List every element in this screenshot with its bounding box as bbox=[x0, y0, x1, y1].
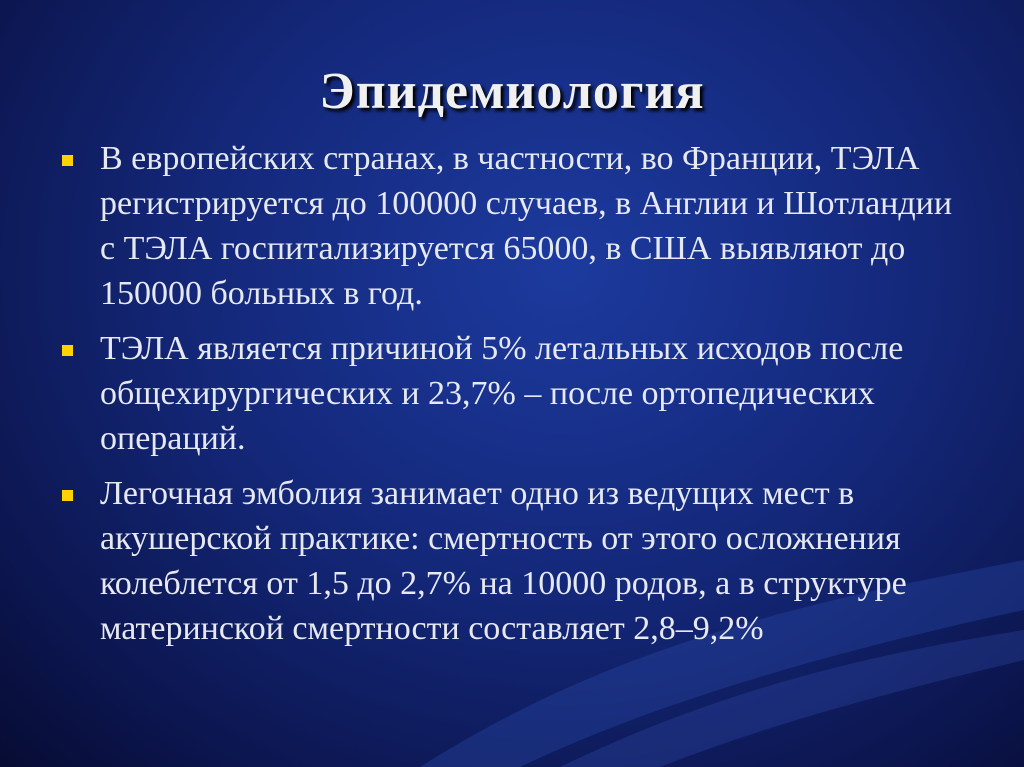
slide-title: Эпидемиология bbox=[319, 63, 705, 120]
square-bullet-icon bbox=[62, 490, 73, 501]
bullet-text: В европейских странах, в частности, во Франции, ТЭЛА регистрируется до 100000 случаев, в Англии и Шотландии с ТЭЛА госпитализируется 65000, в США выявляют до 150000 больных в год. bbox=[100, 140, 953, 312]
bullet-item bbox=[58, 136, 958, 316]
square-bullet-icon bbox=[62, 155, 73, 166]
square-bullet-icon bbox=[62, 345, 73, 356]
bullet-text: ТЭЛА является причиной 5% летальных исходов после общехирургических и 23,7% – после ортопедических операций. bbox=[100, 330, 904, 457]
bullet-text: Легочная эмболия занимает одно из ведущих мест в акушерской практике: смертность от этого осложнения колеблется от 1,5 до 2,7% на 10000 родов, а в структуре материнской смертности составляет 2,8–9,2% bbox=[100, 475, 907, 647]
bullet-list bbox=[58, 136, 958, 661]
bullet-item bbox=[58, 471, 958, 651]
bullet-item bbox=[58, 326, 958, 461]
